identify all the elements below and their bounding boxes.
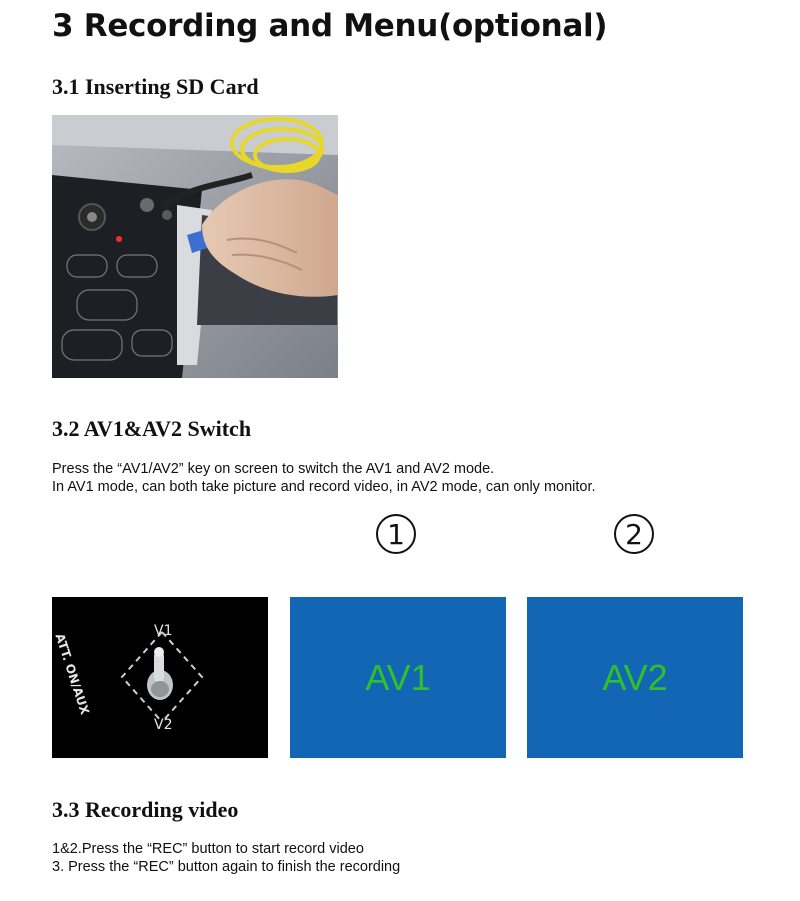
subsection-title-av-switch: 3.2 AV1&AV2 Switch [52,416,252,441]
knob-label-v1: V1 [154,623,173,639]
av-switch-description [52,460,596,496]
knob-label-v2: V2 [154,717,173,733]
recording-description [52,840,400,876]
av1-label: AV1 [365,656,431,698]
av-switch-knob-photo [52,597,268,758]
av1-screen-panel [290,597,506,758]
recording-line-1: 1&2.Press the “REC” button to start record video [52,841,364,857]
section-title: 3 Recording and Menu(optional) [52,8,608,44]
av-switch-line-1: Press the “AV1/AV2” key on screen to switch the AV1 and AV2 mode. [52,461,495,477]
sd-card-insert-photo [52,115,338,378]
av2-label: AV2 [602,656,668,698]
subsection-title-recording: 3.3 Recording video [52,797,239,822]
recording-line-2: 3. Press the “REC” button again to finish the recording [52,859,401,875]
av-switch-line-2: In AV1 mode, can both take picture and record video, in AV2 mode, can only monitor. [52,479,596,495]
knob-label-side: ATT. ON/AUX [52,631,92,717]
subsection-title-sd-card: 3.1 Inserting SD Card [52,74,259,99]
av2-screen-panel [527,597,743,758]
step-marker-1: 1 [376,514,416,554]
step-marker-2: 2 [614,514,654,554]
